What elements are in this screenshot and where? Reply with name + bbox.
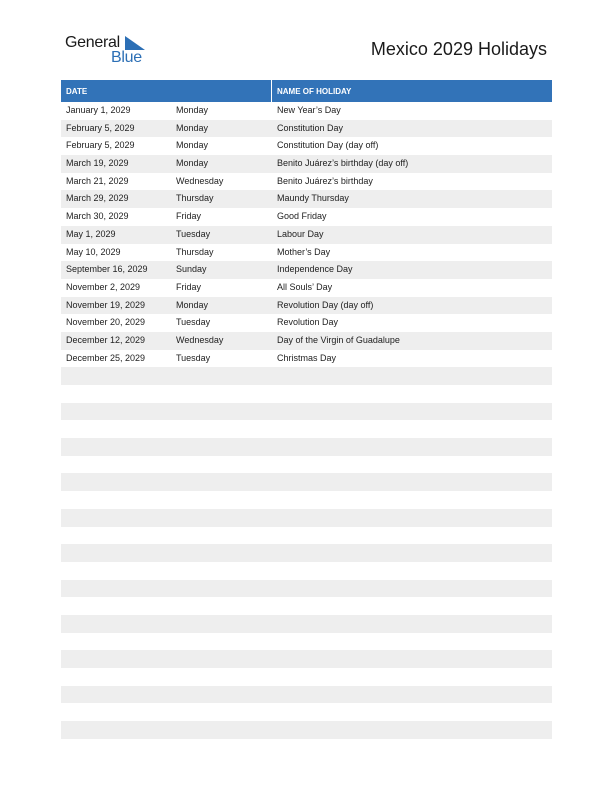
table-row [61, 173, 552, 191]
empty-row [61, 668, 552, 686]
table-row [61, 120, 552, 138]
table-row [61, 279, 552, 297]
holiday-weekday: Monday [176, 140, 209, 151]
holiday-date: May 1, 2029 [66, 228, 116, 239]
table-row [61, 244, 552, 262]
holiday-date: February 5, 2029 [66, 122, 135, 133]
holiday-name: Constitution Day (day off) [277, 140, 379, 151]
holiday-date: December 12, 2029 [66, 334, 146, 345]
table-row [61, 226, 552, 244]
holiday-name: All Souls’ Day [277, 281, 333, 292]
holiday-name: Mother’s Day [277, 246, 331, 257]
holiday-name: Labour Day [277, 228, 324, 239]
empty-row [61, 509, 552, 527]
general-blue-logo [65, 34, 155, 68]
empty-row [61, 703, 552, 721]
empty-row [61, 597, 552, 615]
table-row [61, 314, 552, 332]
holiday-weekday: Thursday [176, 246, 214, 257]
holiday-weekday: Tuesday [176, 352, 211, 363]
holiday-weekday: Thursday [176, 193, 214, 204]
empty-row [61, 403, 552, 421]
holiday-date: May 10, 2029 [66, 246, 121, 257]
empty-row [61, 650, 552, 668]
holiday-weekday: Monday [176, 299, 209, 310]
holiday-name: Benito Juárez’s birthday (day off) [277, 158, 409, 169]
table-row [61, 190, 552, 208]
holiday-date: November 20, 2029 [66, 317, 146, 328]
holiday-name: New Year’s Day [277, 105, 341, 115]
column-header-holiday-name: NAME OF HOLIDAY [277, 87, 352, 96]
holiday-date: February 5, 2029 [66, 140, 135, 151]
logo-general-text: General [65, 34, 120, 51]
empty-row [61, 420, 552, 438]
empty-row [61, 615, 552, 633]
holiday-date: March 30, 2029 [66, 211, 129, 222]
holiday-date: March 29, 2029 [66, 193, 129, 204]
holiday-weekday: Sunday [176, 264, 207, 275]
empty-row [61, 544, 552, 562]
table-row [61, 137, 552, 155]
holiday-weekday: Wednesday [176, 175, 224, 186]
empty-row [61, 456, 552, 474]
holiday-name: Benito Juárez’s birthday [277, 175, 373, 186]
holiday-weekday: Monday [176, 122, 209, 133]
table-row [61, 297, 552, 315]
holiday-weekday: Monday [176, 158, 209, 169]
holiday-date: March 19, 2029 [66, 158, 129, 169]
table-row [61, 102, 552, 120]
empty-row [61, 527, 552, 545]
holiday-date: December 25, 2029 [66, 352, 146, 363]
table-row [61, 155, 552, 173]
empty-row [61, 580, 552, 598]
holiday-weekday: Tuesday [176, 228, 211, 239]
holiday-name: Independence Day [277, 264, 353, 275]
table-row [61, 332, 552, 350]
holiday-weekday: Tuesday [176, 317, 211, 328]
empty-row [61, 367, 552, 385]
table-row [61, 350, 552, 368]
holiday-weekday: Wednesday [176, 334, 224, 345]
logo-blue-text: Blue [111, 49, 142, 66]
empty-row [61, 491, 552, 509]
holiday-name: Christmas Day [277, 352, 337, 363]
page-title: Mexico 2029 Holidays [370, 39, 547, 59]
empty-row [61, 562, 552, 580]
empty-row [61, 633, 552, 651]
holiday-date: March 21, 2029 [66, 175, 129, 186]
holiday-date: January 1, 2029 [66, 105, 131, 115]
holiday-name: Constitution Day [277, 122, 344, 133]
holiday-date: November 2, 2029 [66, 281, 141, 292]
table-header [61, 80, 552, 102]
holiday-name: Maundy Thursday [277, 193, 349, 204]
empty-row [61, 438, 552, 456]
column-header-date: DATE [66, 87, 88, 96]
table-row [61, 261, 552, 279]
holiday-name: Good Friday [277, 211, 327, 222]
holiday-name: Day of the Virgin of Guadalupe [277, 334, 400, 345]
holiday-weekday: Friday [176, 281, 202, 292]
holiday-name: Revolution Day [277, 317, 339, 328]
holiday-date: September 16, 2029 [66, 264, 148, 275]
holiday-date: November 19, 2029 [66, 299, 146, 310]
empty-row [61, 473, 552, 491]
empty-row [61, 385, 552, 403]
column-divider [271, 80, 272, 102]
empty-row [61, 721, 552, 739]
holiday-weekday: Friday [176, 211, 202, 222]
holiday-name: Revolution Day (day off) [277, 299, 374, 310]
holiday-table [61, 80, 552, 739]
holiday-weekday: Monday [176, 105, 209, 115]
table-row [61, 208, 552, 226]
empty-row [61, 686, 552, 704]
